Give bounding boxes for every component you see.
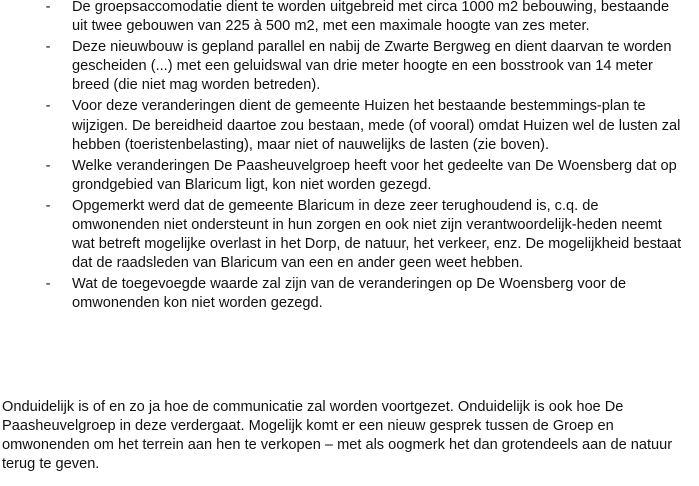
bullet-dash: -: [45, 39, 51, 56]
bullet-text: Opgemerkt werd dat de gemeente Blaricum in deze zeer terughoudend is, c.q. de omwonenden niet ondersteunt in hun zorgen en ook niet zijn verantwoordelijk-heden neemt wat betreft mogelijke overlast in het Dorp, de natuur, het verkeer, enz. De mogelijkheid bestaat dat de raadsleden van Blaricum van een en ander geen weet hebben.: [72, 197, 682, 272]
bullet-text: De groepsaccomodatie dient te worden uitgebreid met circa 1000 m2 bebouwing, bestaande uit twee gebouwen van 225 à 500 m2, met een maximale hoogte van zes meter.: [72, 0, 670, 35]
list-item: [0, 0, 699, 36]
list-item: [0, 197, 699, 273]
bullet-dash: -: [45, 157, 51, 174]
list-item: [0, 157, 699, 195]
list-item: [0, 275, 699, 313]
bullet-dash: -: [45, 276, 51, 293]
bullet-text: Welke veranderingen De Paasheuvelgroep heeft voor het gedeelte van De Woensberg dat op grondgebied van Blaricum ligt, kon niet worden gezegd.: [72, 157, 677, 193]
bullet-dash: -: [45, 0, 51, 15]
bullet-dash: -: [45, 197, 51, 214]
bullet-text: Deze nieuwbouw is gepland parallel en nabij de Zwarte Bergweg en dient daarvan te worden gescheiden (...) met een geluidswal van drie meter hoogte en een bosstrook van 14 meter breed (die niet mag worden betreden).: [72, 39, 672, 94]
bullet-text: Wat de toegevoegde waarde zal zijn van de veranderingen op De Woensberg voor de omwonenden kon niet worden gezegd.: [72, 276, 627, 312]
list-item: [0, 38, 699, 95]
bullet-dash: -: [45, 98, 51, 115]
bullet-text: Voor deze veranderingen dient de gemeente Huizen het bestaande bestemmings-plan te wijzigen. De bereidheid daartoe zou bestaan, mede (of vooral) omdat Huizen wel de lusten zal hebben (toeristenbelasting), maar niet of nauwelijks de lasten (zie boven).: [72, 98, 681, 153]
list-item: [0, 97, 699, 154]
closing-paragraph: Onduidelijk is of en zo ja hoe de communicatie zal worden voortgezet. Onduidelijk is ook hoe De Paasheuvelgroep in deze verdergaat. Mogelijk komt er een nieuw gesprek tussen de Groep en omwonenden om het terrein aan hen te verkopen – met als oogmerk het dan grotendeels aan de natuur terug te geven.: [2, 399, 673, 473]
